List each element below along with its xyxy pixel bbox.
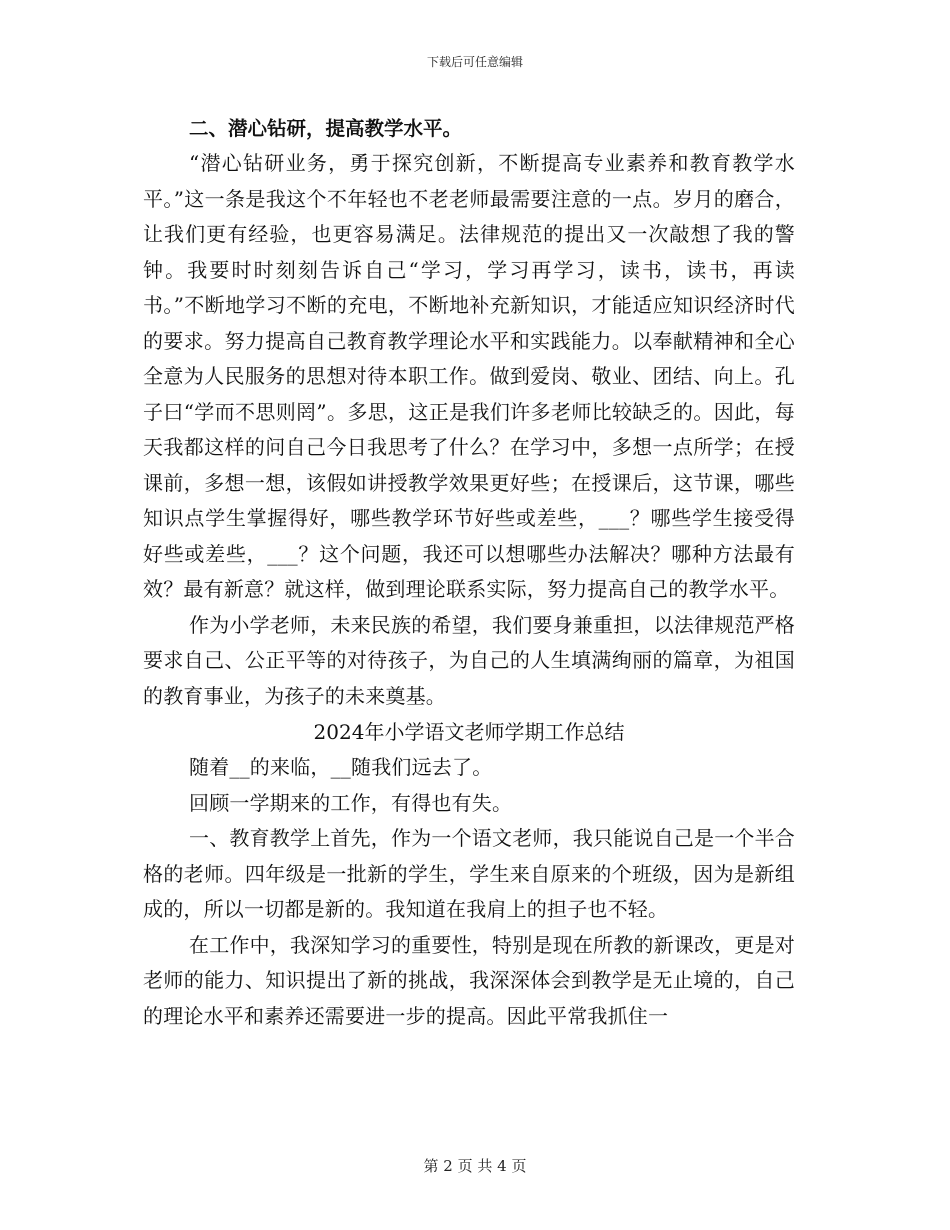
paragraph: 在工作中，我深知学习的重要性，特别是现在所教的新课改，更是对老师的能力、知识提出了新的挑战，我深深体会到教学是无止境的，自己的理论水平和素养还需要进一步的提高。因此平常我抓住一 — [143, 932, 795, 1028]
paragraph: 一、教育教学上首先，作为一个语文老师，我只能说自己是一个半合格的老师。四年级是一批新的学生，学生来自原来的个班级，因为是新组成的，所以一切都是新的。我知道在我肩上的担子也不轻。 — [143, 826, 795, 921]
section-heading: 二、潜心钻研，提高教学水平。 — [189, 117, 463, 140]
paragraph: 作为小学老师，未来民族的希望，我们要身兼重担，以法律规范严格要求自己、公正平等的对待孩子，为自己的人生填满绚丽的篇章，为祖国的教育事业，为孩子的未来奠基。 — [143, 612, 795, 708]
page-header-note: 下载后可任意编辑 — [426, 55, 523, 69]
paragraph: “潜心钻研业务，勇于探究创新，不断提高专业素养和教育教学水平。”这一条是我这个不年轻也不老老师最需要注意的一点。岁月的磨合，让我们更有经验，也更容易满足。法律规范的提出又一次敲想了我的警钟。我要时时刻刻告诉自己“学习，学习再学习，读书，读书，再读书。”不断地学习不断的充电，不断地补充新知识，才能适应知识经济时代的要求。努力提高自己教育教学理论水平和实践能力。以奉献精神和全心全意为人民服务的思想对待本职工作。做到爱岗、敬业、团结、向上。孔子曰“学而不思则罔”。多思，这正是我们许多老师比较缺乏的。因此，每天我都这样的问自己今日我思考了什么？在学习中，多想一点所学；在授课前，多想一想，该假如讲授教学效果更好些；在授课后，这节课，哪些知识点学生掌握得好，哪些教学环节好些或差些，___？哪些学生接受得好些或差些，___？这个问题，我还可以想哪些办法解决？哪种方法最有效？最有新意？就这样，做到理论联系实际，努力提高自己的教学水平。 — [143, 151, 795, 601]
page-footer: 第 2 页 共 4 页 — [423, 1157, 527, 1175]
paragraph: 回顾一学期来的工作，有得也有失。 — [189, 790, 513, 815]
document-title: 2024年小学语文老师学期工作总结 — [313, 720, 625, 744]
document-body — [143, 112, 795, 1034]
paragraph: 随着__的来临，__随我们远去了。 — [189, 755, 493, 779]
